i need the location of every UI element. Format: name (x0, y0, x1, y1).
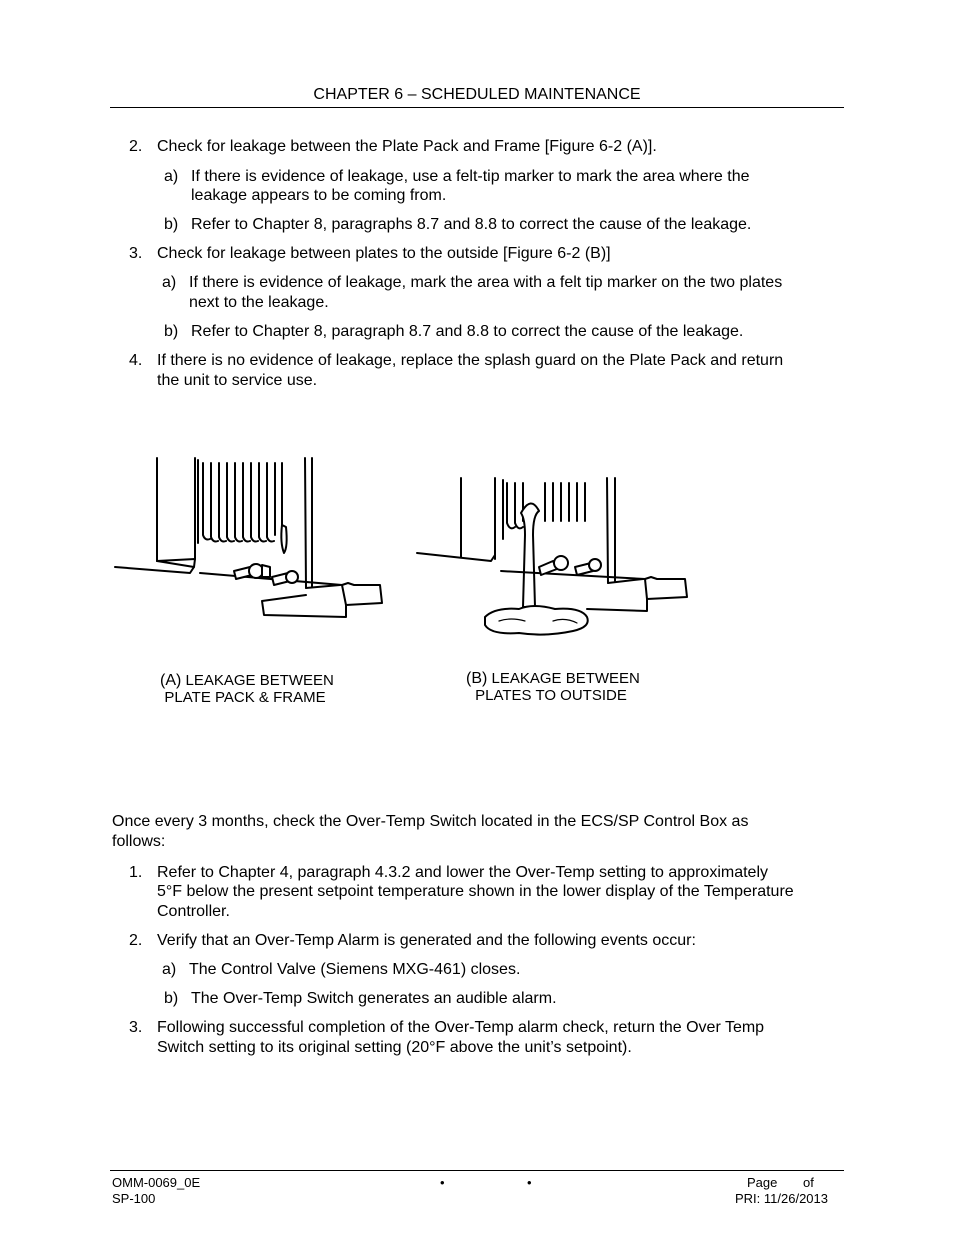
intro-paragraph: follows: (112, 833, 166, 850)
list-number: 3. (129, 245, 143, 262)
figure-a-caption (160, 672, 334, 706)
figure-b-caption (466, 670, 640, 704)
sublist-letter: a) (164, 168, 179, 185)
footer-rule (110, 1170, 844, 1171)
footer-model: SP-100 (112, 1191, 156, 1206)
sublist-text: Refer to Chapter 8, paragraphs 8.7 and 8.8 to correct the cause of the leakage. (191, 216, 752, 233)
list-number: 2. (129, 932, 143, 949)
sublist-letter: b) (164, 216, 179, 233)
list-item-text: Controller. (157, 903, 230, 920)
footer-page-label: Page (747, 1175, 778, 1190)
sublist-letter: a) (162, 961, 177, 978)
list-item-text: Switch setting to its original setting (20°F above the unit’s setpoint). (157, 1039, 632, 1056)
sublist-text: The Over-Temp Switch generates an audible alarm. (191, 990, 557, 1007)
list-item-text: Check for leakage between plates to the outside [Figure 6-2 (B)] (157, 245, 611, 262)
intro-paragraph: Once every 3 months, check the Over-Temp Switch located in the ECS/SP Control Box as (112, 813, 749, 830)
list-item-text: Verify that an Over-Temp Alarm is generated and the following events occur: (157, 932, 696, 949)
footer-bullet: • (440, 1175, 445, 1190)
sublist-text: If there is evidence of leakage, use a felt-tip marker to mark the area where the (191, 168, 750, 185)
figure-b-letter: (B) (466, 670, 488, 687)
list-item-text: the unit to service use. (157, 372, 318, 389)
figure-b-caption-line1: LEAKAGE BETWEEN (491, 670, 640, 687)
sublist-text: The Control Valve (Siemens MXG-461) closes. (189, 961, 521, 978)
list-number: 1. (129, 864, 143, 881)
sublist-text: leakage appears to be coming from. (191, 187, 447, 204)
footer-bullet: • (527, 1175, 532, 1190)
header-rule (110, 107, 844, 108)
sublist-letter: b) (164, 323, 179, 340)
list-item-text: Check for leakage between the Plate Pack and Frame [Figure 6-2 (A)]. (157, 138, 657, 155)
footer-of-label: of (803, 1175, 814, 1190)
page-header-title: CHAPTER 6 – SCHEDULED MAINTENANCE (313, 86, 641, 103)
figure-b-illustration (415, 475, 695, 640)
list-item-text: Refer to Chapter 4, paragraph 4.3.2 and lower the Over-Temp setting to approximately (157, 864, 768, 881)
sublist-letter: b) (164, 990, 179, 1007)
sublist-text: next to the leakage. (189, 294, 329, 311)
figure-b-caption-line2: PLATES TO OUTSIDE (475, 687, 627, 704)
sublist-text: Refer to Chapter 8, paragraph 8.7 and 8.8 to correct the cause of the leakage. (191, 323, 744, 340)
sublist-letter: a) (162, 274, 177, 291)
list-item-text: Following successful completion of the Over-Temp alarm check, return the Over Temp (157, 1019, 765, 1036)
list-number: 4. (129, 352, 143, 369)
figure-a-caption-line1: LEAKAGE BETWEEN (185, 672, 334, 689)
list-item-text: If there is no evidence of leakage, replace the splash guard on the Plate Pack and return (157, 352, 784, 369)
list-number: 2. (129, 138, 143, 155)
list-item-text: 5°F below the present setpoint temperature shown in the lower display of the Temperature (157, 883, 794, 900)
footer-date: PRI: 11/26/2013 (735, 1191, 828, 1206)
figure-a-letter: (A) (160, 672, 182, 689)
list-number: 3. (129, 1019, 143, 1036)
sublist-text: If there is evidence of leakage, mark the area with a felt tip marker on the two plates (189, 274, 783, 291)
figure-a-illustration (110, 455, 390, 625)
figure-a-caption-line2: PLATE PACK & FRAME (164, 689, 326, 706)
footer-doc-id: OMM-0069_0E (112, 1175, 201, 1190)
